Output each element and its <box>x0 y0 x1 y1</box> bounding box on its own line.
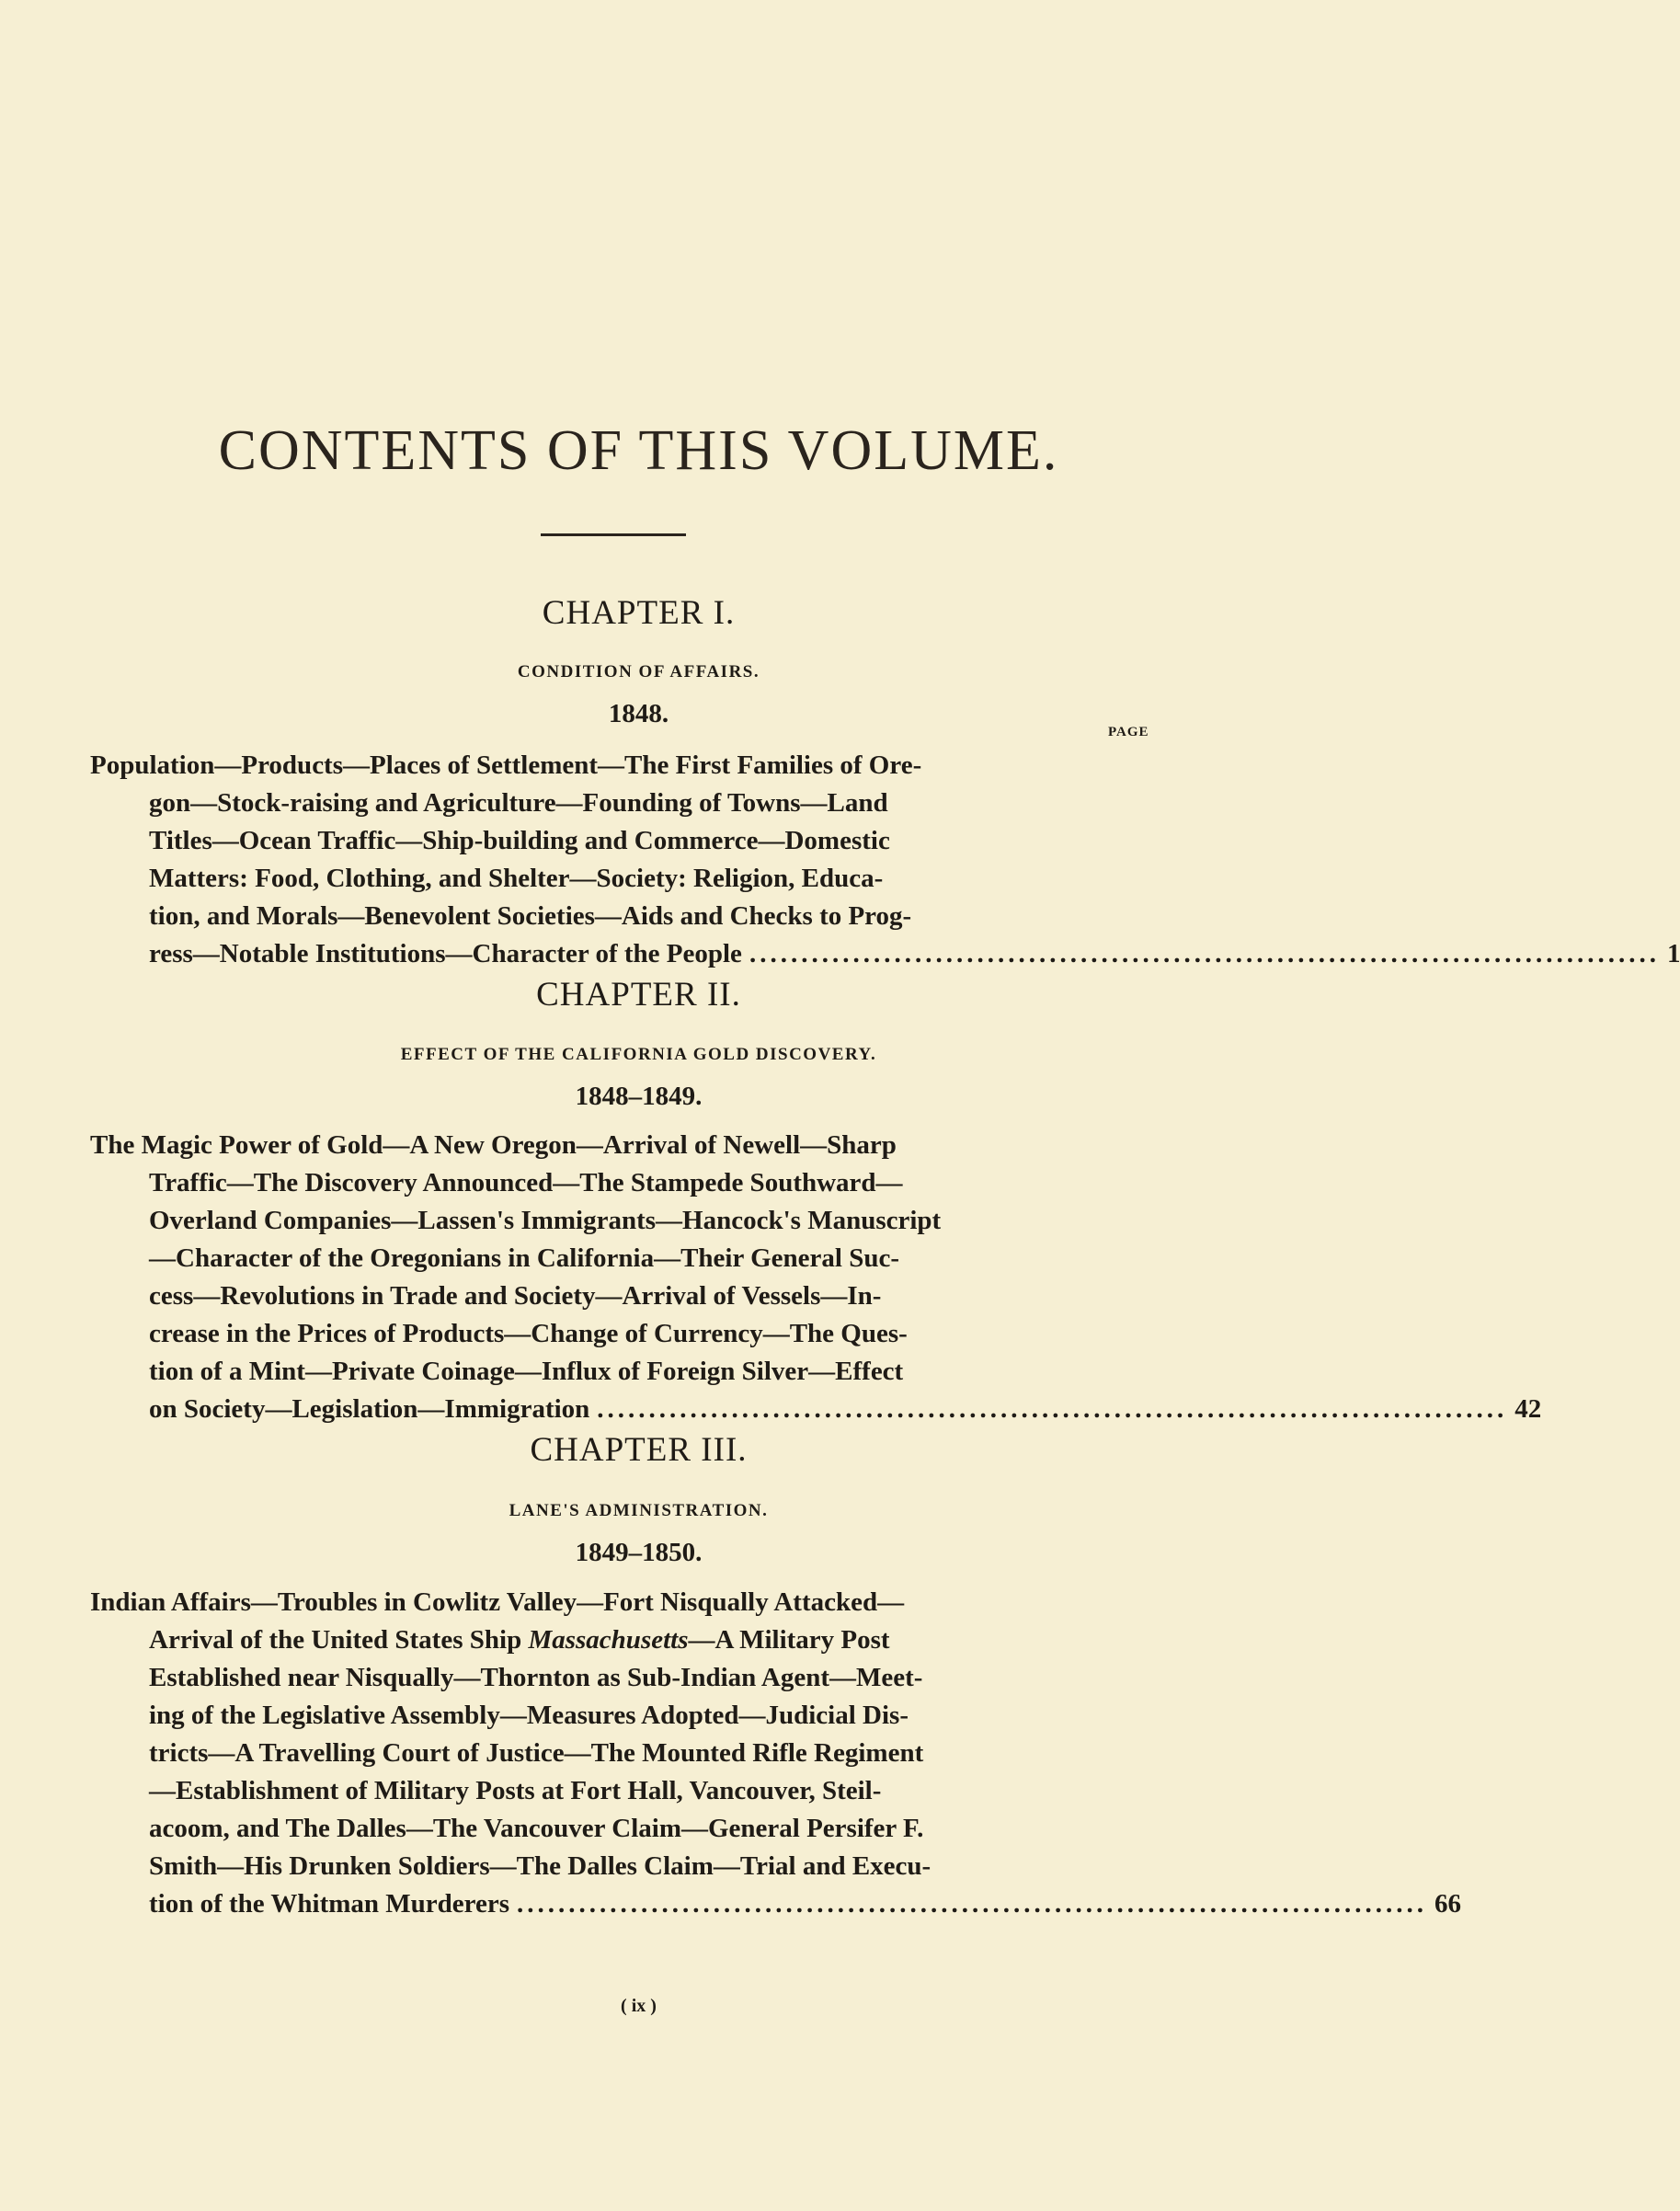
chapter-years: 1848. <box>608 699 669 728</box>
chapter-heading: CHAPTER III. <box>530 1431 748 1469</box>
summary-text: Arrival of the United States Ship <box>149 1625 529 1655</box>
summary-line: crease in the Prices of Products—Change of Currency—The Ques- <box>149 1319 908 1348</box>
chapter-subtitle: CONDITION OF AFFAIRS. <box>517 662 760 682</box>
summary-line: tricts—A Travelling Court of Justice—The Mounted Rifle Regiment <box>149 1738 924 1768</box>
page-column-label: PAGE <box>1108 725 1149 739</box>
summary-line: tion, and Morals—Benevolent Societies—Aids and Checks to Prog- <box>149 901 912 931</box>
summary-line: —Establishment of Military Posts at Fort Hall, Vancouver, Steil- <box>149 1776 882 1805</box>
summary-line: tion of the Whitman Murderers <box>149 1889 510 1919</box>
chapter-heading: CHAPTER II. <box>536 976 741 1014</box>
summary-line: ress—Notable Institutions—Character of the People <box>149 939 742 968</box>
chapter-years: 1848–1849. <box>575 1082 703 1111</box>
chapter-3-summary <box>90 1584 1462 1923</box>
page-title: CONTENTS OF THIS VOLUME. <box>218 419 1059 482</box>
chapter-2-summary <box>90 1127 1542 1428</box>
summary-line: acoom, and The Dalles—The Vancouver Claim—General Persifer F. <box>149 1814 924 1843</box>
summary-line: The Magic Power of Gold—A New Oregon—Arrival of Newell—Sharp <box>90 1130 897 1160</box>
dot-leader: ........................................................................................ <box>749 939 1660 968</box>
summary-line: on Society—Legislation—Immigration <box>149 1394 590 1424</box>
summary-line: Established near Nisqually—Thornton as Sub-Indian Agent—Meet- <box>149 1663 923 1692</box>
summary-line: —Character of the Oregonians in California—Their General Suc- <box>149 1243 899 1273</box>
summary-line: Population—Products—Places of Settlement—The First Families of Ore- <box>90 750 922 780</box>
chapter-subtitle: LANE'S ADMINISTRATION. <box>509 1501 769 1520</box>
summary-line: tion of a Mint—Private Coinage—Influx of Foreign Silver—Effect <box>149 1357 904 1386</box>
summary-line: ing of the Legislative Assembly—Measures Adopted—Judicial Dis- <box>149 1701 909 1730</box>
chapter-years: 1849–1850. <box>575 1538 703 1567</box>
summary-last-line <box>90 1885 1462 1923</box>
chapter-1-summary <box>90 747 1680 973</box>
page-folio: ( ix ) <box>621 1996 657 2016</box>
summary-line: Overland Companies—Lassen's Immigrants—Hancock's Manuscript <box>149 1206 942 1235</box>
page-number: 42 <box>1514 1394 1542 1424</box>
summary-last-line <box>90 935 1680 973</box>
page-number: 1 <box>1666 939 1680 968</box>
summary-text: —A Military Post <box>688 1625 890 1655</box>
summary-last-line <box>90 1391 1542 1428</box>
summary-line-with-italic <box>90 1621 1129 1659</box>
summary-line: Indian Affairs—Troubles in Cowlitz Valley—Fort Nisqually Attacked— <box>90 1587 905 1617</box>
summary-line: cess—Revolutions in Trade and Society—Arrival of Vessels—In- <box>149 1281 882 1311</box>
dot-leader: ........................................................................................ <box>597 1394 1508 1424</box>
chapter-subtitle: EFFECT OF THE CALIFORNIA GOLD DISCOVERY. <box>400 1045 877 1064</box>
chapter-heading: CHAPTER I. <box>542 594 736 632</box>
dot-leader: ........................................................................................ <box>517 1889 1428 1919</box>
summary-line: Smith—His Drunken Soldiers—The Dalles Claim—Trial and Execu- <box>149 1851 931 1881</box>
summary-line: gon—Stock-raising and Agriculture—Founding of Towns—Land <box>149 788 888 818</box>
title-rule <box>541 533 686 536</box>
page-number: 66 <box>1434 1889 1462 1919</box>
summary-line: Traffic—The Discovery Announced—The Stampede Southward— <box>149 1168 903 1197</box>
summary-line: Titles—Ocean Traffic—Ship-building and Commerce—Domestic <box>149 826 890 855</box>
summary-line: Matters: Food, Clothing, and Shelter—Society: Religion, Educa- <box>149 864 884 893</box>
ship-name: Massachusetts <box>528 1625 689 1655</box>
